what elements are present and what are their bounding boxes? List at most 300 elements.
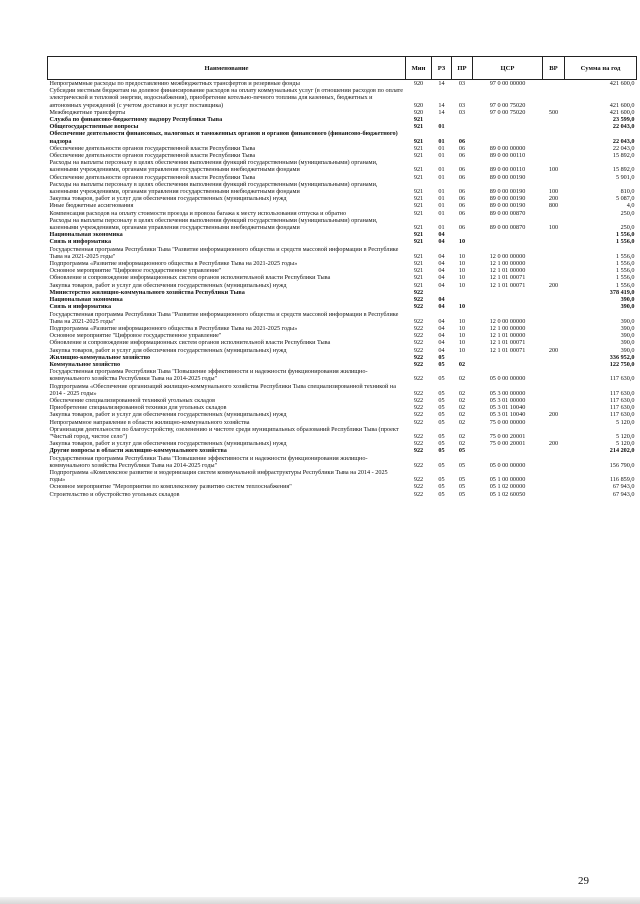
row-pr-cell: 10 xyxy=(458,238,466,246)
row-rz-cell xyxy=(432,289,452,296)
row-rz-cell: 01 xyxy=(438,224,445,232)
row-sum-cell: 122 750,0 xyxy=(609,360,635,368)
row-pr-cell: 06 xyxy=(458,209,466,217)
row-rz-cell: 05 xyxy=(438,411,445,419)
row-min-cell: 921 xyxy=(413,231,424,239)
row-vr-cell xyxy=(543,152,565,159)
row-csr-cell xyxy=(473,447,543,454)
row-vr-cell xyxy=(543,267,565,274)
table-row xyxy=(48,440,637,447)
row-csr-cell: 05 3 01 10040 xyxy=(489,411,526,419)
row-rz-cell: 05 xyxy=(438,476,445,484)
row-sum-cell: 336 952,0 xyxy=(609,353,635,361)
header-sum: Сумма на год xyxy=(565,57,637,80)
table-row xyxy=(48,130,637,144)
table-row xyxy=(48,202,637,209)
row-name-cell: Закупка товаров, работ и услуг для обеспечения государственных (муниципальных) нужд xyxy=(49,281,287,289)
row-name-cell: Обновление и сопровождение информационных систем органов исполнительной власти Республики Тыва xyxy=(49,274,331,282)
row-csr-cell: 97 0 00 00000 xyxy=(489,80,526,87)
row-rz-cell: 05 xyxy=(438,432,445,440)
table-row xyxy=(48,109,637,116)
row-min-cell: 921 xyxy=(413,144,424,152)
row-csr-cell: 12 1 01 00071 xyxy=(489,339,526,347)
row-pr-cell: 10 xyxy=(458,252,466,260)
row-min-cell: 921 xyxy=(413,202,424,210)
row-vr-cell xyxy=(543,296,565,303)
row-pr-cell: 05 xyxy=(458,461,466,469)
row-csr-cell: 05 0 00 00000 xyxy=(489,461,526,469)
row-sum-cell: 4,0 xyxy=(626,202,635,210)
row-min-cell: 921 xyxy=(413,274,424,282)
row-min-cell: 921 xyxy=(413,252,424,260)
row-name-cell: Расходы на выплаты персоналу в целях обеспечения выполнения функций государственными (муниципальными) органами, казенными учреждениями, органами управления государственными внебюджетными фондами xyxy=(49,159,378,174)
row-sum-cell: 15 892,0 xyxy=(612,152,635,160)
row-rz-cell: 01 xyxy=(438,137,445,145)
row-min-cell: 920 xyxy=(413,101,424,109)
table-row xyxy=(48,267,637,274)
row-rz-cell: 01 xyxy=(438,152,445,160)
row-sum-cell: 250,0 xyxy=(620,209,635,217)
table-row xyxy=(48,246,637,260)
row-sum-cell: 117 630,0 xyxy=(609,396,635,404)
table-row xyxy=(48,411,637,418)
row-vr-cell xyxy=(543,354,565,361)
row-vr-cell xyxy=(543,116,565,123)
row-vr-cell xyxy=(543,130,565,144)
table-row xyxy=(48,123,637,130)
row-rz-cell: 05 xyxy=(438,483,445,491)
row-name-cell: Жилищно-коммунальное хозяйство xyxy=(49,353,151,361)
row-vr-cell xyxy=(543,426,565,440)
row-rz-cell: 04 xyxy=(438,281,445,289)
row-pr-cell: 03 xyxy=(458,101,466,109)
row-name-cell: Закупка товаров, работ и услуг для обеспечения государственных (муниципальных) нужд xyxy=(49,195,287,203)
row-rz-cell: 05 xyxy=(438,360,445,368)
row-min-cell: 921 xyxy=(413,260,424,268)
row-csr-cell xyxy=(473,289,543,296)
row-sum-cell: 390,0 xyxy=(620,324,635,332)
row-sum-cell: 117 630,0 xyxy=(609,404,635,412)
row-rz-cell: 14 xyxy=(438,80,445,87)
row-name-cell: Основное мероприятие "Цифровое государственное управление" xyxy=(49,267,222,275)
row-name-cell: Компенсация расходов на оплату стоимости проезда и провоза багажа к месту использования отпуска и обратно xyxy=(49,209,347,217)
row-pr-cell: 02 xyxy=(458,411,466,419)
row-sum-cell: 250,0 xyxy=(620,224,635,232)
row-pr-cell xyxy=(452,354,473,361)
row-pr-cell xyxy=(452,123,473,130)
table-row xyxy=(48,404,637,411)
row-pr-cell: 06 xyxy=(458,224,466,232)
row-rz-cell: 04 xyxy=(438,332,445,340)
row-rz-cell: 04 xyxy=(438,252,445,260)
row-min-cell: 922 xyxy=(413,303,424,311)
row-name-cell: Государственная программа Республики Тыва "Развитие информационного общества и средств массовой информации в Республике Тыва на 2021-2025 годы" xyxy=(49,310,399,325)
row-csr-cell: 05 3 01 00000 xyxy=(489,396,526,404)
row-name-cell: Обеспечение деятельности органов государственной власти Республики Тыва xyxy=(49,144,256,152)
row-sum-cell: 421 600,0 xyxy=(609,101,635,109)
row-min-cell: 921 xyxy=(413,137,424,145)
row-name-cell: Связь и информатика xyxy=(49,238,112,246)
row-rz-cell: 05 xyxy=(438,440,445,448)
table-row xyxy=(48,426,637,440)
row-sum-cell: 1 556,0 xyxy=(615,267,635,275)
row-sum-cell: 1 556,0 xyxy=(615,231,635,239)
row-name-cell: Закупка товаров, работ и услуг для обеспечения государственных (муниципальных) нужд xyxy=(49,440,287,448)
row-csr-cell xyxy=(473,231,543,238)
table-row xyxy=(48,217,637,231)
row-sum-cell: 67 943,0 xyxy=(612,483,635,491)
row-sum-cell: 421 600,0 xyxy=(609,108,635,116)
row-sum-cell: 22 043,0 xyxy=(612,123,635,131)
table-row xyxy=(48,282,637,289)
table-row xyxy=(48,238,637,245)
row-csr-cell xyxy=(473,238,543,245)
row-min-cell: 922 xyxy=(413,483,424,491)
row-rz-cell: 04 xyxy=(438,303,445,311)
row-vr-cell: 800 xyxy=(548,202,559,210)
row-name-cell: Иные бюджетные ассигнования xyxy=(49,202,134,210)
row-sum-cell: 1 556,0 xyxy=(615,238,635,246)
row-sum-cell: 1 556,0 xyxy=(615,274,635,282)
row-name-cell: Обеспечение специализированной техникой угольных складов xyxy=(49,396,216,404)
row-csr-cell xyxy=(473,361,543,368)
budget-table xyxy=(47,56,637,498)
row-csr-cell xyxy=(473,123,543,130)
row-sum-cell: 117 630,0 xyxy=(609,375,635,383)
row-csr-cell: 12 1 01 00071 xyxy=(489,346,526,354)
row-csr-cell: 89 0 00 00110 xyxy=(489,152,526,160)
row-name-cell: Расходы на выплаты персоналу в целях обеспечения выполнения функций государственными (муниципальными) органами, казенными учреждениями, органами управления государственными внебюджетными фондами xyxy=(49,216,378,232)
page-bottom-edge xyxy=(0,897,640,904)
row-min-cell: 921 xyxy=(413,188,424,196)
row-vr-cell xyxy=(543,274,565,281)
row-name-cell: Национальная экономика xyxy=(49,296,123,304)
row-vr-cell xyxy=(543,123,565,130)
row-min-cell: 922 xyxy=(413,440,424,448)
row-csr-cell: 89 0 00 00870 xyxy=(489,224,526,232)
row-vr-cell: 100 xyxy=(548,224,559,232)
table-row xyxy=(48,231,637,238)
row-csr-cell: 12 1 00 00000 xyxy=(489,260,526,268)
row-csr-cell: 89 0 00 00190 xyxy=(489,202,526,210)
row-pr-cell: 05 xyxy=(458,483,466,491)
row-vr-cell xyxy=(543,311,565,325)
row-sum-cell: 390,0 xyxy=(620,332,635,340)
row-rz-cell: 04 xyxy=(438,238,445,246)
row-pr-cell: 02 xyxy=(458,389,466,397)
row-min-cell: 922 xyxy=(413,396,424,404)
row-min-cell: 921 xyxy=(413,238,424,246)
row-vr-cell xyxy=(543,419,565,426)
row-vr-cell xyxy=(543,210,565,217)
row-pr-cell: 03 xyxy=(458,108,466,116)
row-min-cell: 921 xyxy=(413,195,424,203)
row-pr-cell: 10 xyxy=(458,260,466,268)
row-pr-cell: 02 xyxy=(458,404,466,412)
row-csr-cell: 05 1 02 00000 xyxy=(489,483,526,491)
row-name-cell: Обеспечение деятельности органов государственной власти Республики Тыва xyxy=(49,173,256,181)
table-row xyxy=(48,289,637,296)
row-sum-cell: 117 630,0 xyxy=(609,411,635,419)
row-min-cell: 921 xyxy=(413,224,424,232)
row-vr-cell xyxy=(543,303,565,310)
row-vr-cell xyxy=(543,339,565,346)
row-csr-cell: 75 0 00 20001 xyxy=(489,440,526,448)
header-name: Наименование xyxy=(48,57,406,80)
table-row xyxy=(48,447,637,454)
row-sum-cell: 22 043,0 xyxy=(612,144,635,152)
table-row xyxy=(48,397,637,404)
table-row xyxy=(48,469,637,483)
row-vr-cell: 100 xyxy=(548,188,559,196)
row-rz-cell: 01 xyxy=(438,209,445,217)
row-csr-cell: 89 0 00 00190 xyxy=(489,188,526,196)
row-csr-cell xyxy=(473,303,543,310)
row-min-cell: 921 xyxy=(413,166,424,174)
row-vr-cell xyxy=(543,455,565,469)
row-pr-cell: 05 xyxy=(458,447,466,455)
table-row xyxy=(48,80,637,88)
row-pr-cell: 10 xyxy=(458,267,466,275)
row-vr-cell xyxy=(543,80,565,88)
table-row xyxy=(48,296,637,303)
row-sum-cell: 67 943,0 xyxy=(612,490,635,498)
table-row xyxy=(48,152,637,159)
row-csr-cell: 05 0 00 00000 xyxy=(489,375,526,383)
row-pr-cell: 02 xyxy=(458,432,466,440)
header-csr: ЦСР xyxy=(473,57,543,80)
row-rz-cell: 14 xyxy=(438,108,445,116)
row-csr-cell: 75 0 00 20001 xyxy=(489,432,526,440)
row-sum-cell: 117 630,0 xyxy=(609,389,635,397)
row-name-cell: Субсидии местным бюджетам на долевое финансирование расходов на оплату коммунальных услуг (в отношении расходов по оплате электрической и тепловой энергии, водоснабжения), приобретение котельно-печного топлива для казенных, бюджетных и автономных учреждений (с учетом доставки и услуг поставщика) xyxy=(49,87,403,109)
row-vr-cell xyxy=(543,260,565,267)
row-min-cell: 922 xyxy=(413,411,424,419)
row-name-cell: Подпрограмма «Развитие информационного общества в Республике Тыва на 2021-2025 годы» xyxy=(49,324,298,332)
row-pr-cell: 10 xyxy=(458,303,466,311)
row-min-cell: 922 xyxy=(413,476,424,484)
row-rz-cell: 01 xyxy=(438,188,445,196)
table-row xyxy=(48,339,637,346)
row-min-cell: 921 xyxy=(413,281,424,289)
row-min-cell: 920 xyxy=(413,80,424,87)
row-rz-cell: 05 xyxy=(438,353,445,361)
table-row xyxy=(48,483,637,490)
row-sum-cell: 390,0 xyxy=(620,303,635,311)
row-pr-cell: 02 xyxy=(458,440,466,448)
row-vr-cell xyxy=(543,174,565,181)
table-row xyxy=(48,368,637,382)
row-min-cell: 921 xyxy=(413,152,424,160)
row-vr-cell xyxy=(543,238,565,245)
row-rz-cell: 05 xyxy=(438,418,445,426)
row-vr-cell xyxy=(543,397,565,404)
row-min-cell: 922 xyxy=(413,339,424,347)
row-vr-cell xyxy=(543,231,565,238)
row-vr-cell xyxy=(543,325,565,332)
row-min-cell: 922 xyxy=(413,360,424,368)
row-csr-cell: 05 1 00 00000 xyxy=(489,476,526,484)
row-min-cell: 922 xyxy=(413,404,424,412)
table-row xyxy=(48,274,637,281)
row-pr-cell: 02 xyxy=(458,360,466,368)
row-sum-cell: 390,0 xyxy=(620,346,635,354)
row-name-cell: Обеспечение деятельности органов государственной власти Республики Тыва xyxy=(49,152,256,160)
row-csr-cell: 75 0 00 00000 xyxy=(489,418,526,426)
row-vr-cell xyxy=(543,383,565,397)
row-min-cell: 922 xyxy=(413,461,424,469)
row-vr-cell xyxy=(543,332,565,339)
row-sum-cell: 5 087,0 xyxy=(615,195,635,203)
row-name-cell: Другие вопросы в области жилищно-коммунального хозяйства xyxy=(49,447,227,455)
row-csr-cell: 05 1 02 60050 xyxy=(489,490,526,498)
row-rz-cell: 05 xyxy=(438,447,445,455)
row-name-cell: Государственная программа Республики Тыва "Развитие информационного общества и средств массовой информации в Республике Тыва на 2021-2025 годы" xyxy=(49,245,399,260)
table-row xyxy=(48,145,637,152)
row-pr-cell: 10 xyxy=(458,317,466,325)
row-name-cell: Государственная программа Республики Тыва "Повышение эффективности и надежности функционирования жилищно-коммунального хозяйства Республики Тыва на 2014-2025 годы" xyxy=(49,454,368,469)
row-name-cell: Министерство жилищно-коммунального хозяйства Республики Тыва xyxy=(49,288,245,296)
row-name-cell: Непрограммное направление в области жилищно-коммунального хозяйства xyxy=(49,418,250,426)
row-pr-cell: 10 xyxy=(458,281,466,289)
row-sum-cell: 5 901,0 xyxy=(615,173,635,181)
table-row xyxy=(48,361,637,368)
row-min-cell: 922 xyxy=(413,288,424,296)
row-csr-cell: 05 3 01 10040 xyxy=(489,404,526,412)
table-row xyxy=(48,260,637,267)
table-row xyxy=(48,325,637,332)
row-name-cell: Расходы на выплаты персоналу в целях обеспечения выполнения функций государственными (муниципальными) органами, казенными учреждениями, органами управления государственными внебюджетными фондами xyxy=(49,180,378,196)
row-sum-cell: 1 556,0 xyxy=(615,260,635,268)
row-rz-cell: 04 xyxy=(438,274,445,282)
row-vr-cell xyxy=(543,145,565,152)
row-name-cell: Строительство и обустройство угольных складов xyxy=(49,490,180,498)
row-csr-cell: 12 0 00 00000 xyxy=(489,317,526,325)
row-csr-cell: 89 0 00 00000 xyxy=(489,144,526,152)
row-pr-cell: 10 xyxy=(458,339,466,347)
row-csr-cell: 89 0 00 00190 xyxy=(489,195,526,203)
table-row xyxy=(48,311,637,325)
row-csr-cell xyxy=(473,130,543,144)
row-csr-cell: 89 0 00 00190 xyxy=(489,173,526,181)
row-min-cell: 922 xyxy=(413,324,424,332)
row-pr-cell: 10 xyxy=(458,332,466,340)
row-rz-cell: 04 xyxy=(438,346,445,354)
row-pr-cell: 03 xyxy=(458,80,466,87)
row-vr-cell: 200 xyxy=(548,346,559,354)
table-row xyxy=(48,491,637,498)
table-row xyxy=(48,383,637,397)
row-vr-cell xyxy=(543,289,565,296)
row-csr-cell: 12 1 01 00071 xyxy=(489,274,526,282)
row-pr-cell: 06 xyxy=(458,144,466,152)
row-pr-cell: 10 xyxy=(458,274,466,282)
row-pr-cell: 06 xyxy=(458,166,466,174)
header-rz: РЗ xyxy=(432,57,452,80)
row-pr-cell: 10 xyxy=(458,346,466,354)
row-sum-cell: 15 892,0 xyxy=(612,166,635,174)
row-pr-cell: 06 xyxy=(458,188,466,196)
row-sum-cell: 421 600,0 xyxy=(609,80,635,87)
row-rz-cell: 01 xyxy=(438,173,445,181)
row-csr-cell xyxy=(473,296,543,303)
row-rz-cell: 04 xyxy=(438,231,445,239)
table-row xyxy=(48,455,637,469)
header-vr: ВР xyxy=(543,57,565,80)
row-pr-cell: 06 xyxy=(458,137,466,145)
row-rz-cell: 01 xyxy=(438,195,445,203)
table-row xyxy=(48,332,637,339)
row-rz-cell: 05 xyxy=(438,375,445,383)
row-min-cell: 922 xyxy=(413,353,424,361)
row-csr-cell: 12 0 00 00000 xyxy=(489,252,526,260)
header-pr: ПР xyxy=(452,57,473,80)
row-rz-cell: 05 xyxy=(438,461,445,469)
row-vr-cell xyxy=(543,491,565,498)
row-name-cell: Закупка товаров, работ и услуг для обеспечения государственных (муниципальных) нужд xyxy=(49,346,287,354)
row-csr-cell: 12 1 00 00000 xyxy=(489,324,526,332)
table-row xyxy=(48,195,637,202)
header-min: Мин xyxy=(406,57,432,80)
row-rz-cell: 05 xyxy=(438,404,445,412)
row-vr-cell xyxy=(543,447,565,454)
page-number: 29 xyxy=(578,875,589,887)
row-name-cell: Общегосударственные вопросы xyxy=(49,123,139,131)
row-min-cell: 922 xyxy=(413,296,424,304)
row-min-cell: 921 xyxy=(413,267,424,275)
row-name-cell: Закупка товаров, работ и услуг для обеспечения государственных (муниципальных) нужд xyxy=(49,411,287,419)
row-name-cell: Подпрограмма «Обеспечение организаций жилищно-коммунального хозяйства Республики Тыва специализированной техникой на 2014 - 2025 годы» xyxy=(49,382,396,397)
table-row xyxy=(48,303,637,310)
row-vr-cell: 200 xyxy=(548,195,559,203)
row-pr-cell: 02 xyxy=(458,418,466,426)
row-csr-cell: 12 1 01 00071 xyxy=(489,281,526,289)
row-rz-cell: 01 xyxy=(438,202,445,210)
row-csr-cell xyxy=(473,116,543,123)
row-vr-cell xyxy=(543,469,565,483)
row-csr-cell: 12 1 01 00000 xyxy=(489,267,526,275)
table-row xyxy=(48,174,637,181)
table-row xyxy=(48,181,637,195)
row-name-cell: Государственная программа Республики Тыва "Повышение эффективности и надежности функционирования жилищно-коммунального хозяйства Республики Тыва на 2014-2025 годы" xyxy=(49,368,368,383)
row-sum-cell: 214 202,0 xyxy=(609,447,635,455)
row-sum-cell: 156 790,0 xyxy=(609,461,635,469)
row-csr-cell: 89 0 00 00110 xyxy=(489,166,526,174)
row-rz-cell: 01 xyxy=(438,166,445,174)
row-vr-cell: 200 xyxy=(548,281,559,289)
row-min-cell: 922 xyxy=(413,332,424,340)
row-sum-cell: 1 556,0 xyxy=(615,281,635,289)
row-vr-cell: 100 xyxy=(548,166,559,174)
row-name-cell: Коммунальное хозяйство xyxy=(49,360,121,368)
row-rz-cell: 04 xyxy=(438,296,445,304)
row-min-cell: 922 xyxy=(413,317,424,325)
row-name-cell: Национальная экономика xyxy=(49,231,123,239)
row-min-cell: 921 xyxy=(413,116,424,124)
row-sum-cell: 116 859,0 xyxy=(609,476,635,484)
row-rz-cell: 01 xyxy=(438,144,445,152)
row-vr-cell xyxy=(543,361,565,368)
row-name-cell: Обновление и сопровождение информационных систем органов исполнительной власти Республики Тыва xyxy=(49,339,331,347)
row-pr-cell: 02 xyxy=(458,396,466,404)
row-csr-cell xyxy=(473,354,543,361)
row-rz-cell: 04 xyxy=(438,317,445,325)
row-rz-cell: 05 xyxy=(438,389,445,397)
row-csr-cell: 97 0 00 75020 xyxy=(489,101,526,109)
table-row xyxy=(48,87,637,109)
row-csr-cell: 89 0 00 00870 xyxy=(489,209,526,217)
row-min-cell: 922 xyxy=(413,346,424,354)
